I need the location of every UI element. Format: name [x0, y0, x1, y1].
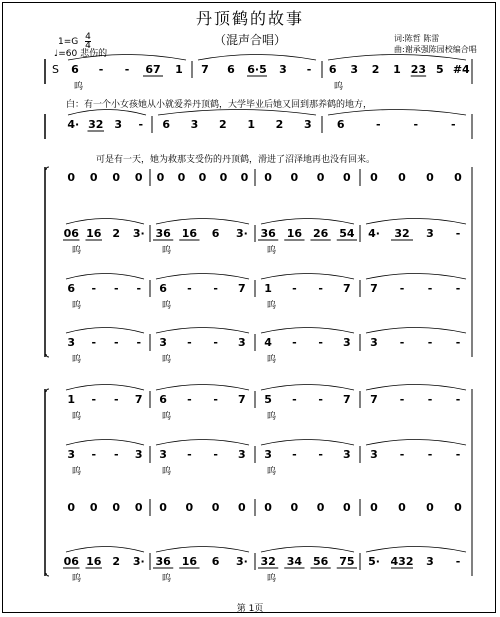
jianpu-note: 5·: [368, 555, 380, 568]
slur: [261, 440, 354, 446]
jianpu-note: 3·: [132, 555, 145, 568]
jianpu-note: -: [375, 118, 381, 131]
jianpu-note: 1: [393, 63, 401, 76]
jianpu-note: 0: [316, 501, 325, 514]
lyric-syllable: 呜: [72, 246, 82, 256]
jianpu-note: 3: [134, 448, 143, 461]
jianpu-note: #4: [452, 63, 470, 76]
page-number: 第 1页: [236, 604, 264, 614]
slur: [261, 328, 354, 334]
jianpu-note: 0: [67, 171, 76, 184]
jianpu-note: 16: [181, 555, 198, 568]
jianpu-note: 6: [159, 282, 167, 295]
slur: [366, 219, 466, 225]
narration-line-1: 白：有一个小女孩她从小就爱养丹顶鹤，大学毕业后她又回到那养鹤的地方，: [66, 100, 373, 110]
jianpu-note: -: [399, 336, 405, 349]
slur: [328, 110, 466, 116]
jianpu-note: -: [427, 448, 433, 461]
jianpu-note: -: [136, 336, 142, 349]
jianpu-note: 3·: [235, 227, 248, 240]
slur: [156, 274, 249, 280]
jianpu-note: -: [427, 336, 433, 349]
time-sig-bottom: 4: [85, 41, 91, 51]
jianpu-note: 7: [343, 393, 351, 406]
jianpu-note: 0: [112, 501, 121, 514]
jianpu-note: 0: [89, 501, 98, 514]
jianpu-note: 16: [286, 227, 303, 240]
jianpu-note: 16: [86, 227, 102, 240]
slur: [156, 440, 249, 446]
slur: [156, 219, 249, 225]
jianpu-note: 3: [159, 448, 167, 461]
slur: [366, 274, 466, 280]
lyric-syllable: 呜: [267, 355, 277, 365]
jianpu-note: 36: [260, 227, 276, 240]
jianpu-note: 7: [238, 393, 246, 406]
jianpu-note: 0: [398, 171, 406, 184]
jianpu-note: -: [213, 393, 218, 406]
jianpu-note: -: [91, 282, 97, 295]
jianpu-note: 32: [394, 227, 410, 240]
lyric-syllable: 呜: [267, 246, 277, 256]
jianpu-note: 3: [114, 118, 123, 131]
jianpu-note: -: [138, 118, 144, 131]
expression-mark: 悲伤的: [80, 49, 108, 59]
jianpu-note: -: [213, 282, 218, 295]
jianpu-note: 56: [312, 555, 329, 568]
slur: [66, 328, 144, 334]
jianpu-note: 0: [290, 501, 299, 514]
jianpu-note: 7: [370, 393, 378, 406]
jianpu-note: -: [113, 393, 119, 406]
slur: [366, 328, 466, 334]
jianpu-note: -: [318, 393, 323, 406]
jianpu-note: 0: [211, 501, 220, 514]
jianpu-note: 0: [398, 501, 406, 514]
lyric-syllable: 呜: [72, 412, 82, 422]
jianpu-note: 0: [177, 171, 186, 184]
slur: [66, 219, 144, 225]
jianpu-note: -: [292, 282, 297, 295]
jianpu-note: 1: [175, 63, 183, 76]
jianpu-note: -: [187, 448, 192, 461]
jianpu-note: 3: [238, 336, 246, 349]
jianpu-note: 26: [312, 227, 329, 240]
jianpu-note: -: [187, 282, 192, 295]
jianpu-note: -: [413, 118, 419, 131]
jianpu-note: -: [399, 393, 405, 406]
jianpu-note: 5: [264, 393, 272, 406]
jianpu-note: 3: [426, 227, 434, 240]
jianpu-note: 3: [370, 336, 378, 349]
lyric-syllable: 呜: [267, 467, 277, 477]
jianpu-note: -: [399, 282, 405, 295]
jianpu-note: 4·: [67, 118, 80, 131]
score-title: 丹顶鹤的故事: [195, 9, 304, 28]
jianpu-note: 0: [240, 171, 249, 184]
slur: [261, 274, 354, 280]
jianpu-note: 54: [339, 227, 355, 240]
jianpu-note: 34: [286, 555, 303, 568]
lyric-syllable: 呜: [162, 301, 172, 311]
jianpu-note: -: [136, 282, 142, 295]
jianpu-note: 0: [156, 171, 165, 184]
slur: [366, 547, 466, 553]
lyric-syllable: 呜: [72, 467, 82, 477]
jianpu-note: 6: [336, 118, 345, 131]
jianpu-note: -: [292, 393, 297, 406]
jianpu-note: 3·: [235, 555, 248, 568]
jianpu-note: 6: [211, 555, 220, 568]
jianpu-note: 3: [67, 336, 76, 349]
jianpu-note: -: [187, 393, 192, 406]
narration-line-2: 可是有一天，她为救那支受伤的丹顶鹤，滑进了沼泽地再也没有回来。: [96, 155, 376, 165]
jianpu-note: 67: [145, 63, 161, 76]
jianpu-note: 0: [343, 501, 351, 514]
jianpu-note: 0: [316, 171, 325, 184]
jianpu-note: 75: [339, 555, 355, 568]
jianpu-note: -: [455, 555, 461, 568]
jianpu-note: 432: [390, 555, 414, 568]
jianpu-note: -: [455, 393, 461, 406]
jianpu-note: 6: [162, 118, 170, 131]
jianpu-note: 06: [63, 227, 79, 240]
lyric-syllable: 呜: [162, 355, 172, 365]
jianpu-note: 16: [86, 555, 102, 568]
slur: [366, 440, 466, 446]
jianpu-note: -: [124, 63, 130, 76]
jianpu-note: 3: [343, 336, 351, 349]
jianpu-note: -: [292, 336, 297, 349]
tempo-value: =60: [58, 49, 78, 59]
jianpu-note: 2: [371, 63, 380, 76]
composer-credit: 曲:谢承强陈园校编合唱: [394, 45, 477, 54]
jianpu-note: 7: [238, 282, 246, 295]
jianpu-note: -: [98, 63, 104, 76]
lyric-syllable: 呜: [267, 412, 277, 422]
jianpu-note: 3: [159, 336, 167, 349]
system-brace: [46, 167, 49, 357]
jianpu-note: 6: [67, 282, 76, 295]
jianpu-note: -: [318, 448, 323, 461]
slur: [66, 385, 144, 391]
jianpu-note: 16: [181, 227, 198, 240]
lyric-syllable: 呜: [74, 82, 84, 92]
jianpu-note: 3: [426, 555, 434, 568]
jianpu-note: -: [318, 282, 323, 295]
jianpu-note: -: [455, 336, 461, 349]
jianpu-note: 6·5: [247, 63, 267, 76]
jianpu-note: 2: [112, 555, 121, 568]
jianpu-note: 06: [63, 555, 79, 568]
jianpu-note: 3: [350, 63, 358, 76]
jianpu-note: 0: [112, 171, 121, 184]
jianpu-note: -: [427, 393, 433, 406]
jianpu-note: 0: [67, 501, 76, 514]
jianpu-note: 23: [410, 63, 427, 76]
jianpu-note: -: [455, 227, 461, 240]
jianpu-note: -: [113, 336, 119, 349]
jianpu-note: 7: [343, 282, 351, 295]
jianpu-note: 6: [159, 393, 167, 406]
jianpu-note: -: [213, 448, 218, 461]
jianpu-note: 0: [343, 171, 351, 184]
slur: [328, 55, 466, 61]
jianpu-note: 2: [112, 227, 121, 240]
jianpu-note: 3: [238, 448, 246, 461]
lyric-syllable: 呜: [72, 574, 82, 584]
jianpu-note: 0: [426, 171, 434, 184]
jianpu-note: 6: [211, 227, 220, 240]
quarter-note-icon: ♩: [54, 49, 59, 59]
jianpu-note: 3: [190, 118, 199, 131]
lyric-syllable: 呜: [162, 574, 172, 584]
jianpu-note: 3: [67, 448, 76, 461]
lyric-syllable: 呜: [334, 82, 344, 92]
system-brace: [46, 389, 49, 576]
slur: [68, 110, 146, 116]
jianpu-note: 3: [343, 448, 351, 461]
lyric-syllable: 呜: [162, 467, 172, 477]
jianpu-note: 1: [247, 118, 255, 131]
slur: [66, 547, 144, 553]
jianpu-note: 3: [264, 448, 272, 461]
slur: [198, 55, 316, 61]
jianpu-note: 2: [219, 118, 227, 131]
jianpu-note: 3: [279, 63, 287, 76]
jianpu-note: 0: [219, 171, 228, 184]
key-label: 1=G: [58, 37, 79, 47]
jianpu-note: 0: [185, 501, 194, 514]
jianpu-note: -: [91, 448, 97, 461]
jianpu-note: 32: [88, 118, 104, 131]
jianpu-note: 0: [198, 171, 207, 184]
jianpu-note: 6: [71, 63, 79, 76]
slur: [66, 440, 144, 446]
lyric-syllable: 呜: [267, 301, 277, 311]
jianpu-note: -: [399, 448, 405, 461]
jianpu-note: 5: [436, 63, 444, 76]
jianpu-note: -: [113, 448, 119, 461]
jianpu-note: 1: [67, 393, 76, 406]
jianpu-note: -: [91, 393, 97, 406]
jianpu-note: 3: [370, 448, 378, 461]
jianpu-note: 7: [134, 393, 143, 406]
jianpu-note: 0: [238, 501, 246, 514]
jianpu-note: 7: [370, 282, 378, 295]
slur: [261, 219, 354, 225]
slur: [156, 547, 249, 553]
jianpu-note: 0: [370, 501, 378, 514]
lyric-syllable: 呜: [72, 355, 82, 365]
jianpu-note: -: [450, 118, 456, 131]
slur: [158, 110, 316, 116]
jianpu-note: -: [455, 448, 461, 461]
jianpu-note: 0: [370, 171, 378, 184]
lyric-syllable: 呜: [162, 412, 172, 422]
jianpu-note: 0: [89, 171, 98, 184]
jianpu-note: 0: [454, 501, 462, 514]
jianpu-note: 4·: [368, 227, 380, 240]
jianpu-note: 7: [201, 63, 209, 76]
jianpu-note: 0: [159, 501, 167, 514]
jianpu-note: 0: [426, 501, 434, 514]
jianpu-note: 6: [227, 63, 235, 76]
time-sig-top: 4: [85, 32, 91, 42]
jianpu-note: 6: [328, 63, 337, 76]
jianpu-note: 2: [275, 118, 284, 131]
lyric-syllable: 呜: [162, 246, 172, 256]
jianpu-note: -: [113, 282, 119, 295]
jianpu-note: 0: [264, 171, 272, 184]
score-subtitle: （混声合唱）: [213, 33, 286, 47]
slur: [261, 547, 354, 553]
jianpu-note: 3: [304, 118, 312, 131]
lyricist-credit: 词:陈哲 陈雷: [394, 34, 440, 43]
jianpu-note: -: [455, 282, 461, 295]
lyric-syllable: 呜: [72, 301, 82, 311]
lyric-syllable: 呜: [267, 574, 277, 584]
jianpu-note: 0: [264, 501, 272, 514]
jianpu-note: -: [292, 448, 297, 461]
jianpu-note: 3·: [132, 227, 145, 240]
jianpu-note: -: [91, 336, 97, 349]
slur: [366, 385, 466, 391]
jianpu-note: -: [318, 336, 323, 349]
part-label: S: [52, 63, 59, 76]
jianpu-note: -: [213, 336, 218, 349]
jianpu-note: 4: [264, 336, 272, 349]
jianpu-note: 0: [454, 171, 462, 184]
jianpu-note: 0: [290, 171, 299, 184]
jianpu-note: 0: [134, 501, 143, 514]
jianpu-note: 36: [155, 227, 171, 240]
jianpu-note: 32: [260, 555, 276, 568]
jianpu-note: 0: [134, 171, 143, 184]
jianpu-note: 1: [264, 282, 272, 295]
slur: [261, 385, 354, 391]
jianpu-note: -: [306, 63, 312, 76]
slur: [66, 274, 144, 280]
slur: [156, 328, 249, 334]
jianpu-note: -: [187, 336, 192, 349]
jianpu-note: 36: [155, 555, 171, 568]
slur: [156, 385, 249, 391]
slur: [68, 55, 186, 61]
jianpu-note: -: [427, 282, 433, 295]
